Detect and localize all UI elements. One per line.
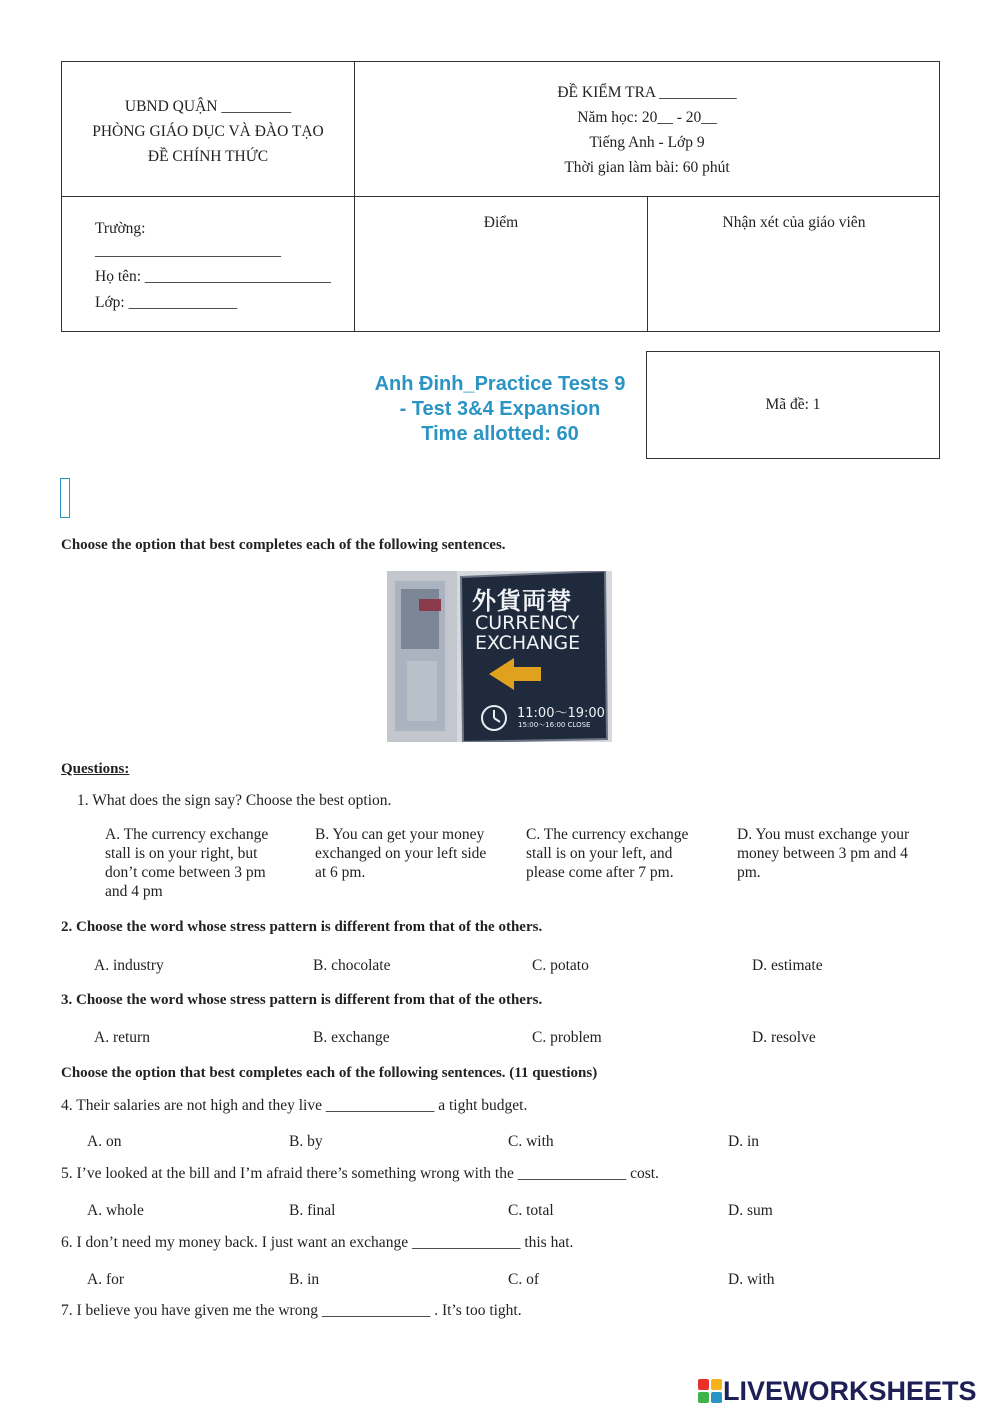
option-text: A. The currency exchange <box>105 826 269 843</box>
question-3: 3. Choose the word whose stress pattern is different from that of the others. <box>61 992 543 1008</box>
question-5: 5. I’ve looked at the bill and I’m afraid there’s something wrong with the ______________ cost. <box>61 1165 659 1182</box>
name-field[interactable]: Họ tên: ________________________ <box>95 268 331 285</box>
department-line: PHÒNG GIÁO DỤC VÀ ĐÀO TẠO <box>92 123 324 140</box>
q6-option-b[interactable]: B. in <box>289 1271 320 1288</box>
q6-option-a[interactable]: A. for <box>87 1271 125 1288</box>
sign-close-hours: 15:00～16:00 CLOSE <box>518 721 591 729</box>
test-code-box <box>646 351 940 459</box>
school-line[interactable]: ________________________ <box>95 242 281 259</box>
option-text: and 4 pm <box>105 883 163 900</box>
answer-input[interactable] <box>60 478 70 518</box>
test-code: Mã đề: 1 <box>765 396 821 413</box>
q3-option-c[interactable]: C. problem <box>532 1029 602 1046</box>
class-field[interactable]: Lớp: ______________ <box>95 294 238 311</box>
option-text: pm. <box>737 864 761 881</box>
question-4: 4. Their salaries are not high and they live ______________ a tight budget. <box>61 1097 528 1114</box>
q2-option-d[interactable]: D. estimate <box>752 957 823 974</box>
official-line: ĐỀ CHÍNH THỨC <box>147 148 269 165</box>
sign-text-line2: EXCHANGE <box>475 632 581 654</box>
q6-option-d[interactable]: D. with <box>728 1271 775 1288</box>
title-line-3: Time allotted: 60 <box>421 423 579 445</box>
instruction-2: Choose the option that best completes each of the following sentences. (11 questions) <box>61 1065 598 1081</box>
q4-option-d[interactable]: D. in <box>728 1133 759 1150</box>
question-2: 2. Choose the word whose stress pattern is different from that of the others. <box>61 919 543 935</box>
option-text: at 6 pm. <box>315 864 366 881</box>
header-table <box>61 61 940 332</box>
sign-text-line1: CURRENCY <box>475 612 580 634</box>
q5-option-a[interactable]: A. whole <box>87 1202 144 1219</box>
q4-option-b[interactable]: B. by <box>289 1133 323 1150</box>
q2-option-c[interactable]: C. potato <box>532 957 589 974</box>
q4-option-c[interactable]: C. with <box>508 1133 554 1150</box>
q2-option-a[interactable]: A. industry <box>94 957 164 974</box>
q1-option-b[interactable] <box>315 825 515 882</box>
student-info <box>95 216 331 316</box>
q4-option-a[interactable]: A. on <box>87 1133 122 1150</box>
logo-text: LIVEWORKSHEETS <box>723 1375 977 1406</box>
q1-option-c[interactable] <box>526 825 726 882</box>
option-text: C. The currency exchange <box>526 826 689 843</box>
q1-option-d[interactable] <box>737 825 937 882</box>
exam-title: ĐỀ KIỂM TRA __________ <box>557 84 737 101</box>
question-1: 1. What does the sign say? Choose the best option. <box>77 792 392 809</box>
q2-option-b[interactable]: B. chocolate <box>313 957 391 974</box>
header-right-block <box>355 80 939 180</box>
option-text: money between 3 pm and 4 <box>737 845 908 862</box>
option-text: B. You can get your money <box>315 826 485 843</box>
subject: Tiếng Anh - Lớp 9 <box>589 134 705 151</box>
option-text: stall is on your right, but <box>105 845 258 862</box>
option-text: don’t come between 3 pm <box>105 864 266 881</box>
question-7: 7. I believe you have given me the wrong ______________ . It’s too tight. <box>61 1302 522 1319</box>
option-text: D. You must exchange your <box>737 826 910 843</box>
q3-option-a[interactable]: A. return <box>94 1029 150 1046</box>
test-title <box>340 372 660 447</box>
instruction: Choose the option that best completes each of the following sentences. <box>61 537 506 553</box>
sign-hours: 11:00～19:00 <box>517 706 605 721</box>
currency-exchange-sign-image <box>387 571 612 742</box>
q3-option-d[interactable]: D. resolve <box>752 1029 816 1046</box>
score-label: Điểm <box>483 214 519 231</box>
duration: Thời gian làm bài: 60 phút <box>564 159 730 176</box>
liveworksheets-logo-icon <box>697 1378 723 1404</box>
title-line-2: - Test 3&4 Expansion <box>399 398 601 420</box>
q5-option-c[interactable]: C. total <box>508 1202 554 1219</box>
teacher-comment-label: Nhận xét của giáo viên <box>722 214 866 231</box>
header-left-block <box>62 94 354 169</box>
liveworksheets-logo[interactable] <box>697 1376 977 1406</box>
divider <box>62 196 939 197</box>
school-label: Trường: <box>95 220 146 237</box>
school-year: Năm học: 20__ - 20__ <box>577 109 717 126</box>
title-line-1: Anh Đinh_Practice Tests 9 <box>374 373 626 395</box>
q5-option-d[interactable]: D. sum <box>728 1202 773 1219</box>
district-line: UBND QUẬN _________ <box>124 98 292 115</box>
q5-option-b[interactable]: B. final <box>289 1202 336 1219</box>
option-text: exchanged on your left side <box>315 845 487 862</box>
q6-option-c[interactable]: C. of <box>508 1271 539 1288</box>
q1-option-a[interactable] <box>105 825 305 901</box>
sign-chinese-text: 外貨両替 <box>472 587 572 615</box>
option-text: please come after 7 pm. <box>526 864 674 881</box>
question-6: 6. I don’t need my money back. I just want an exchange ______________ this hat. <box>61 1234 574 1251</box>
questions-heading: Questions: <box>61 761 130 777</box>
option-text: stall is on your left, and <box>526 845 673 862</box>
q3-option-b[interactable]: B. exchange <box>313 1029 390 1046</box>
